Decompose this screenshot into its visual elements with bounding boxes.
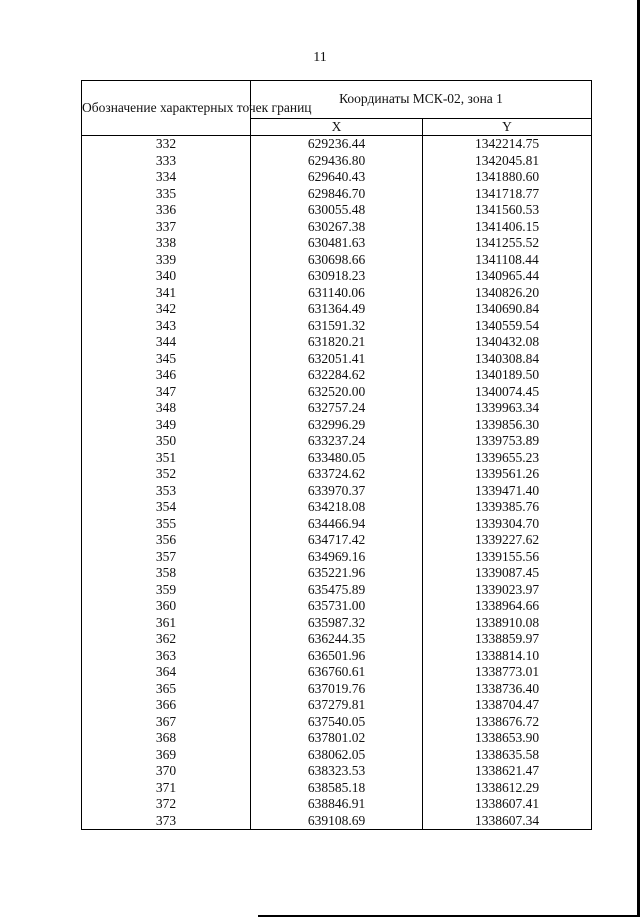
point-cell: 372 — [82, 796, 251, 813]
point-cell: 362 — [82, 631, 251, 648]
x-cell: 630918.23 — [251, 268, 423, 285]
table-row — [82, 615, 592, 632]
point-cell: 352 — [82, 466, 251, 483]
y-cell: 1338736.40 — [423, 681, 592, 698]
x-cell: 631591.32 — [251, 318, 423, 335]
x-cell: 636244.35 — [251, 631, 423, 648]
y-cell: 1339856.30 — [423, 417, 592, 434]
point-cell: 338 — [82, 235, 251, 252]
y-cell: 1341108.44 — [423, 252, 592, 269]
point-cell: 340 — [82, 268, 251, 285]
table-row — [82, 796, 592, 813]
point-cell: 358 — [82, 565, 251, 582]
x-cell: 629640.43 — [251, 169, 423, 186]
table-row — [82, 252, 592, 269]
point-cell: 343 — [82, 318, 251, 335]
y-cell: 1339023.97 — [423, 582, 592, 599]
y-cell: 1341718.77 — [423, 186, 592, 203]
x-cell: 634466.94 — [251, 516, 423, 533]
point-cell: 347 — [82, 384, 251, 401]
x-cell: 636501.96 — [251, 648, 423, 665]
x-cell: 631364.49 — [251, 301, 423, 318]
table-row — [82, 499, 592, 516]
point-cell: 359 — [82, 582, 251, 599]
y-cell: 1338621.47 — [423, 763, 592, 780]
x-cell: 637279.81 — [251, 697, 423, 714]
y-cell: 1338676.72 — [423, 714, 592, 731]
table-row — [82, 714, 592, 731]
x-cell: 632520.00 — [251, 384, 423, 401]
point-cell: 339 — [82, 252, 251, 269]
point-cell: 334 — [82, 169, 251, 186]
y-cell: 1339963.34 — [423, 400, 592, 417]
point-cell: 342 — [82, 301, 251, 318]
y-cell: 1341255.52 — [423, 235, 592, 252]
page-number: 11 — [313, 50, 327, 65]
table-row — [82, 433, 592, 450]
table-row — [82, 730, 592, 747]
y-column-header: Y — [423, 118, 592, 135]
table-row — [82, 334, 592, 351]
y-cell: 1340690.84 — [423, 301, 592, 318]
point-cell: 355 — [82, 516, 251, 533]
table-row — [82, 417, 592, 434]
x-cell: 630055.48 — [251, 202, 423, 219]
table-row — [82, 153, 592, 170]
y-cell: 1340432.08 — [423, 334, 592, 351]
y-cell: 1338704.47 — [423, 697, 592, 714]
x-cell: 632051.41 — [251, 351, 423, 368]
table-row — [82, 367, 592, 384]
table-row — [82, 466, 592, 483]
y-cell: 1339385.76 — [423, 499, 592, 516]
x-cell: 629846.70 — [251, 186, 423, 203]
point-cell: 332 — [82, 136, 251, 153]
y-cell: 1339655.23 — [423, 450, 592, 467]
table-row — [82, 747, 592, 764]
x-cell: 635987.32 — [251, 615, 423, 632]
y-cell: 1338859.97 — [423, 631, 592, 648]
point-cell: 360 — [82, 598, 251, 615]
point-cell: 366 — [82, 697, 251, 714]
x-cell: 635475.89 — [251, 582, 423, 599]
x-cell: 633970.37 — [251, 483, 423, 500]
point-cell: 370 — [82, 763, 251, 780]
point-cell: 361 — [82, 615, 251, 632]
y-cell: 1339155.56 — [423, 549, 592, 566]
point-cell: 354 — [82, 499, 251, 516]
x-column-header: X — [251, 118, 423, 135]
y-cell: 1338612.29 — [423, 780, 592, 797]
x-cell: 629436.80 — [251, 153, 423, 170]
x-cell: 638846.91 — [251, 796, 423, 813]
x-cell: 635221.96 — [251, 565, 423, 582]
table-row — [82, 598, 592, 615]
table-row — [82, 450, 592, 467]
table-row — [82, 681, 592, 698]
y-cell: 1338773.01 — [423, 664, 592, 681]
x-cell: 632757.24 — [251, 400, 423, 417]
point-cell: 341 — [82, 285, 251, 302]
y-cell: 1341560.53 — [423, 202, 592, 219]
table-row — [82, 483, 592, 500]
x-cell: 630267.38 — [251, 219, 423, 236]
x-cell: 635731.00 — [251, 598, 423, 615]
y-cell: 1339087.45 — [423, 565, 592, 582]
point-cell: 333 — [82, 153, 251, 170]
table-row — [82, 631, 592, 648]
table-row — [82, 268, 592, 285]
x-cell: 634717.42 — [251, 532, 423, 549]
y-cell: 1340559.54 — [423, 318, 592, 335]
points-column-header: Обозначение характерных точек границ — [82, 81, 251, 136]
x-cell: 631140.06 — [251, 285, 423, 302]
y-cell: 1341880.60 — [423, 169, 592, 186]
y-cell: 1338607.41 — [423, 796, 592, 813]
x-cell: 637019.76 — [251, 681, 423, 698]
table-row — [82, 697, 592, 714]
table-body — [82, 136, 592, 830]
y-cell: 1339304.70 — [423, 516, 592, 533]
table-row — [82, 400, 592, 417]
x-cell: 634969.16 — [251, 549, 423, 566]
point-cell: 348 — [82, 400, 251, 417]
table-row — [82, 582, 592, 599]
table-row — [82, 384, 592, 401]
point-cell: 365 — [82, 681, 251, 698]
x-cell: 637540.05 — [251, 714, 423, 731]
table-row — [82, 565, 592, 582]
table-row — [82, 235, 592, 252]
table-row — [82, 186, 592, 203]
point-cell: 369 — [82, 747, 251, 764]
x-cell: 629236.44 — [251, 136, 423, 153]
table-row — [82, 763, 592, 780]
table-row — [82, 301, 592, 318]
point-cell: 368 — [82, 730, 251, 747]
x-cell: 638323.53 — [251, 763, 423, 780]
point-cell: 346 — [82, 367, 251, 384]
x-cell: 632284.62 — [251, 367, 423, 384]
x-cell: 636760.61 — [251, 664, 423, 681]
point-cell: 337 — [82, 219, 251, 236]
point-cell: 357 — [82, 549, 251, 566]
y-cell: 1341406.15 — [423, 219, 592, 236]
x-cell: 639108.69 — [251, 813, 423, 830]
point-cell: 373 — [82, 813, 251, 830]
y-cell: 1339227.62 — [423, 532, 592, 549]
y-cell: 1342214.75 — [423, 136, 592, 153]
table-row — [82, 516, 592, 533]
y-cell: 1338964.66 — [423, 598, 592, 615]
x-cell: 634218.08 — [251, 499, 423, 516]
table-row — [82, 813, 592, 830]
table-row — [82, 219, 592, 236]
table-row — [82, 202, 592, 219]
table-row — [82, 285, 592, 302]
y-cell: 1338635.58 — [423, 747, 592, 764]
y-cell: 1339471.40 — [423, 483, 592, 500]
x-cell: 633480.05 — [251, 450, 423, 467]
table-row — [82, 532, 592, 549]
x-cell: 631820.21 — [251, 334, 423, 351]
point-cell: 364 — [82, 664, 251, 681]
y-cell: 1338910.08 — [423, 615, 592, 632]
x-cell: 633237.24 — [251, 433, 423, 450]
point-cell: 363 — [82, 648, 251, 665]
table-row — [82, 351, 592, 368]
table-row — [82, 318, 592, 335]
table-row — [82, 780, 592, 797]
point-cell: 335 — [82, 186, 251, 203]
point-cell: 344 — [82, 334, 251, 351]
y-cell: 1340308.84 — [423, 351, 592, 368]
x-cell: 632996.29 — [251, 417, 423, 434]
y-cell: 1342045.81 — [423, 153, 592, 170]
y-cell: 1340074.45 — [423, 384, 592, 401]
table-row — [82, 549, 592, 566]
x-cell: 633724.62 — [251, 466, 423, 483]
y-cell: 1340189.50 — [423, 367, 592, 384]
y-cell: 1339753.89 — [423, 433, 592, 450]
point-cell: 353 — [82, 483, 251, 500]
x-cell: 638062.05 — [251, 747, 423, 764]
point-cell: 349 — [82, 417, 251, 434]
x-cell: 630481.63 — [251, 235, 423, 252]
y-cell: 1338607.34 — [423, 813, 592, 830]
coordinates-table — [81, 80, 592, 830]
point-cell: 351 — [82, 450, 251, 467]
y-cell: 1338814.10 — [423, 648, 592, 665]
point-cell: 350 — [82, 433, 251, 450]
y-cell: 1340826.20 — [423, 285, 592, 302]
point-cell: 371 — [82, 780, 251, 797]
point-cell: 345 — [82, 351, 251, 368]
point-cell: 367 — [82, 714, 251, 731]
x-cell: 630698.66 — [251, 252, 423, 269]
y-cell: 1338653.90 — [423, 730, 592, 747]
y-cell: 1339561.26 — [423, 466, 592, 483]
coordinates-column-header: Координаты МСК-02, зона 1 — [251, 81, 592, 119]
table-row — [82, 648, 592, 665]
point-cell: 356 — [82, 532, 251, 549]
table-row — [82, 136, 592, 153]
table-header — [82, 81, 592, 136]
y-cell: 1340965.44 — [423, 268, 592, 285]
x-cell: 637801.02 — [251, 730, 423, 747]
x-cell: 638585.18 — [251, 780, 423, 797]
table-row — [82, 169, 592, 186]
table-row — [82, 664, 592, 681]
point-cell: 336 — [82, 202, 251, 219]
